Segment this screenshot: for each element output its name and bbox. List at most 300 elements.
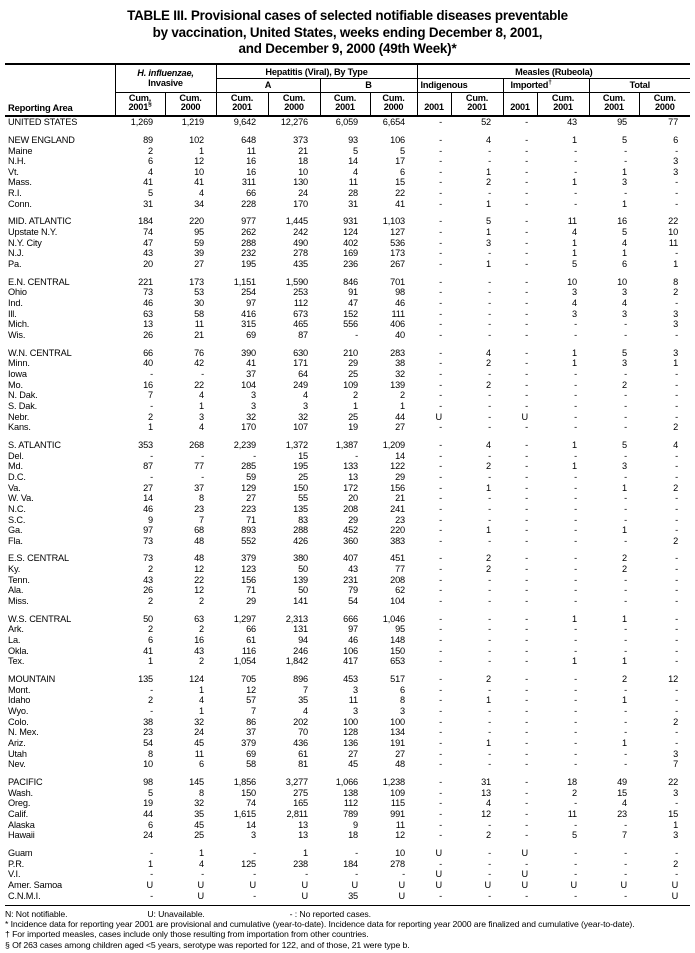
value-cell: -	[624, 890, 628, 901]
value-cell: -	[525, 635, 529, 646]
value-cell: -	[439, 276, 443, 287]
value-cell: 22	[194, 574, 205, 585]
value-cell: U	[301, 879, 309, 890]
value-cell: -	[525, 585, 529, 596]
value-cell: 789	[343, 808, 359, 819]
value-cell: 4	[673, 439, 679, 450]
value-cell: -	[439, 695, 443, 706]
value-cell: 267	[390, 259, 406, 270]
value-cell: 11	[668, 237, 679, 248]
value-cell: -	[253, 450, 257, 461]
reporting-area-cell: Del.	[8, 450, 24, 461]
value-cell: -	[439, 237, 443, 248]
value-cell: 315	[241, 319, 257, 330]
value-cell: -	[525, 808, 529, 819]
value-cell: -	[355, 330, 359, 340]
value-cell: 4	[353, 166, 359, 177]
value-cell: -	[439, 748, 443, 759]
value-cell: -	[439, 227, 443, 238]
value-cell: -	[675, 613, 679, 624]
value-cell: 150	[293, 482, 309, 493]
value-cell: -	[624, 450, 628, 461]
table-row	[5, 199, 690, 210]
value-cell: 2	[622, 379, 628, 390]
value-cell: 9	[148, 514, 153, 525]
value-cell: 42	[194, 358, 205, 369]
value-cell: 77	[395, 564, 406, 575]
value-cell: 3	[199, 411, 205, 422]
value-cell: 3	[400, 706, 406, 716]
value-cell: -	[525, 308, 529, 319]
value-cell: 1	[622, 482, 628, 493]
value-cell: 3	[572, 287, 578, 298]
value-cell: -	[574, 819, 578, 830]
value-cell: -	[525, 748, 529, 759]
group-spacer-row	[5, 209, 690, 216]
reporting-area-cell: R.I.	[8, 188, 22, 199]
value-cell: 15	[617, 787, 628, 798]
value-cell: 124	[189, 674, 205, 685]
value-cell: 16	[194, 635, 205, 646]
value-cell: 3	[353, 684, 359, 695]
value-cell: -	[624, 188, 628, 199]
value-cell: -	[624, 759, 628, 770]
value-cell: -	[439, 858, 443, 869]
value-cell: 86	[246, 716, 257, 727]
value-cell: 517	[390, 674, 406, 685]
value-cell: 1	[622, 198, 628, 209]
value-cell: 35	[298, 695, 309, 706]
value-cell: -	[675, 635, 679, 646]
value-cell: 2	[486, 830, 492, 841]
value-cell: 18	[298, 156, 309, 167]
value-cell: -	[488, 716, 492, 727]
value-cell: 1	[572, 177, 578, 188]
value-cell: 1,842	[285, 656, 309, 667]
reporting-area-header: Reporting Area	[5, 64, 115, 116]
value-cell: 6	[199, 759, 205, 770]
table-row	[5, 685, 690, 696]
reporting-area-cell: N.H.	[8, 156, 26, 167]
value-cell: 5	[148, 188, 153, 199]
value-cell: -	[488, 759, 492, 770]
value-cell: -	[439, 461, 443, 472]
value-cell: -	[574, 156, 578, 167]
value-cell: 170	[293, 198, 309, 209]
value-cell: 6	[673, 134, 679, 145]
value-cell: 50	[298, 585, 309, 596]
value-cell: -	[488, 493, 492, 504]
value-cell: 1	[199, 684, 205, 695]
reporting-area-cell: Pa.	[8, 259, 22, 270]
value-cell: 21	[395, 493, 406, 504]
value-cell: -	[488, 145, 492, 156]
value-cell: 19	[348, 422, 359, 433]
value-cell: 112	[293, 298, 309, 309]
reporting-area-cell: Amer. Samoa	[8, 879, 63, 890]
value-cell: -	[525, 503, 529, 514]
value-cell: 1	[303, 847, 309, 858]
table-row	[5, 869, 690, 880]
value-cell: 89	[143, 134, 153, 145]
footnotes	[5, 909, 690, 951]
value-cell: -	[624, 645, 628, 656]
table-row	[5, 330, 690, 341]
value-cell: -	[525, 514, 529, 525]
value-cell: 71	[246, 585, 257, 596]
value-cell: -	[439, 613, 443, 624]
value-cell: 46	[395, 298, 406, 309]
value-cell: 2	[673, 535, 679, 546]
value-cell: 74	[143, 227, 153, 238]
value-cell: -	[439, 358, 443, 369]
value-cell: U	[197, 879, 205, 890]
value-cell: 83	[298, 514, 309, 525]
value-cell: 12	[481, 808, 492, 819]
value-cell: 37	[246, 727, 257, 738]
value-cell: 95	[395, 624, 406, 635]
reporting-area-cell: N.C.	[8, 503, 26, 514]
value-cell: 4	[303, 390, 309, 401]
value-cell: 3	[251, 830, 257, 841]
value-cell: U	[435, 847, 443, 858]
value-cell: 3,277	[285, 776, 309, 787]
value-cell: 846	[343, 276, 359, 287]
value-cell: 2,811	[286, 808, 309, 819]
table-row	[5, 461, 690, 472]
value-cell: -	[525, 727, 529, 738]
value-cell: 53	[194, 287, 205, 298]
value-cell: 98	[143, 776, 153, 787]
value-cell: -	[574, 379, 578, 390]
value-cell: -	[439, 645, 443, 656]
value-cell: -	[574, 847, 578, 858]
value-cell: 11	[194, 748, 205, 759]
value-cell: 30	[194, 298, 205, 309]
value-cell: 195	[241, 259, 257, 270]
value-cell: 26	[143, 330, 153, 340]
table-row	[5, 596, 690, 607]
value-cell: -	[574, 798, 578, 809]
value-cell: -	[574, 390, 578, 401]
value-cell: -	[439, 553, 443, 564]
value-cell: 7	[199, 514, 205, 525]
value-cell: 1	[486, 525, 492, 536]
value-cell: 4	[486, 439, 492, 450]
group-spacer-row	[5, 433, 690, 440]
value-cell: 150	[241, 787, 257, 798]
value-cell: 1	[486, 198, 492, 209]
value-cell: 25	[348, 368, 359, 379]
value-cell: 5	[622, 227, 628, 238]
column-header: Cum. 2001	[216, 92, 268, 116]
value-cell: -	[488, 319, 492, 330]
value-cell: -	[525, 830, 529, 841]
value-cell: -	[439, 156, 443, 167]
value-cell: 1	[148, 656, 153, 667]
value-cell: 173	[189, 276, 205, 287]
table-row	[5, 777, 690, 788]
value-cell: 7	[251, 706, 257, 716]
value-cell: 2	[148, 695, 153, 706]
reporting-area-cell: N. Mex.	[8, 727, 39, 738]
value-cell: 10	[194, 166, 205, 177]
value-cell: -	[675, 706, 679, 716]
value-cell: 2	[673, 858, 679, 869]
value-cell: 64	[298, 368, 309, 379]
value-cell: 373	[293, 134, 309, 145]
value-cell: -	[439, 574, 443, 585]
value-cell: 653	[390, 656, 406, 667]
table-row	[5, 493, 690, 504]
value-cell: U	[197, 890, 205, 901]
value-cell: 5	[622, 439, 628, 450]
h-influenzae-italic-label: H. influenzae,	[137, 67, 194, 78]
reporting-area-cell: Minn.	[8, 358, 30, 369]
column-header: Cum. 2000	[165, 92, 216, 116]
value-cell: -	[439, 493, 443, 504]
table-row	[5, 788, 690, 799]
table-row	[5, 390, 690, 401]
value-cell: 77	[668, 117, 679, 128]
value-cell: 172	[343, 482, 359, 493]
invasive-label: Invasive	[148, 78, 183, 89]
imported-header: Imported†	[503, 79, 589, 92]
value-cell: 10	[143, 759, 153, 770]
value-cell: 5	[353, 145, 359, 156]
value-cell: U	[398, 890, 406, 901]
value-cell: -	[525, 145, 529, 156]
value-cell: 50	[298, 564, 309, 575]
value-cell: -	[675, 198, 679, 209]
value-cell: 4	[199, 695, 205, 706]
value-cell: 1	[486, 227, 492, 238]
value-cell: 66	[246, 188, 257, 199]
value-cell: 3	[303, 400, 309, 411]
value-cell: 1	[199, 145, 205, 156]
value-cell: -	[439, 684, 443, 695]
value-cell: -	[574, 624, 578, 635]
value-cell: 122	[390, 461, 406, 472]
value-cell: 4	[572, 227, 578, 238]
hepatitis-b-header: B	[320, 79, 417, 92]
value-cell: U	[398, 879, 406, 890]
value-cell: -	[439, 439, 443, 450]
value-cell: -	[525, 188, 529, 199]
value-cell: -	[525, 787, 529, 798]
value-cell: 46	[348, 635, 359, 646]
value-cell: 3	[673, 830, 679, 841]
value-cell: 2	[622, 564, 628, 575]
value-cell: 1	[673, 358, 679, 369]
value-cell: 536	[390, 237, 406, 248]
value-cell: 11	[567, 216, 578, 227]
footnote-section: § Of 263 cases among children aged <5 years, serotype was reported for 122, and of those, 21 were type b.	[5, 939, 410, 950]
column-header: Cum. 2000	[268, 92, 320, 116]
value-cell: -	[150, 450, 153, 461]
value-cell: 1	[199, 400, 205, 411]
value-cell: -	[675, 684, 679, 695]
value-cell: -	[574, 503, 578, 514]
value-cell: -	[525, 493, 529, 504]
value-cell: U	[351, 879, 359, 890]
value-cell: 3	[673, 166, 679, 177]
value-cell: 262	[241, 227, 257, 238]
value-cell: 35	[194, 808, 205, 819]
value-cell: -	[624, 535, 628, 546]
table-row	[5, 880, 690, 891]
value-cell: 115	[390, 798, 406, 809]
value-cell: -	[675, 553, 679, 564]
value-cell: -	[624, 869, 628, 880]
table-row	[5, 156, 690, 167]
value-cell: 12	[194, 564, 205, 575]
value-cell: 552	[241, 535, 257, 546]
table-row	[5, 706, 690, 717]
value-cell: -	[439, 379, 443, 390]
value-cell: 131	[293, 624, 309, 635]
value-cell: 38	[143, 716, 153, 727]
value-cell: 7	[673, 759, 679, 770]
value-cell: 13	[348, 471, 359, 482]
value-cell: -	[525, 535, 529, 546]
value-cell: -	[525, 198, 529, 209]
value-cell: 8	[400, 695, 406, 706]
value-cell: 68	[194, 525, 205, 536]
value-cell: -	[439, 727, 443, 738]
value-cell: 2	[486, 564, 492, 575]
value-cell: 71	[246, 514, 257, 525]
value-cell: -	[525, 482, 529, 493]
column-header: Cum. 2001	[451, 92, 503, 116]
value-cell: 8	[199, 787, 205, 798]
value-cell: -	[525, 645, 529, 656]
value-cell: 241	[390, 503, 406, 514]
value-cell: 48	[194, 535, 205, 546]
value-cell: -	[488, 400, 492, 411]
value-cell: -	[574, 422, 578, 433]
value-cell: 1	[400, 400, 406, 411]
value-cell: 139	[390, 379, 406, 390]
reporting-area-cell: PACIFIC	[8, 776, 43, 787]
reporting-area-cell: Iowa	[8, 368, 27, 379]
value-cell: 380	[293, 553, 309, 564]
value-cell: 130	[293, 177, 309, 188]
value-cell: 41	[246, 358, 257, 369]
value-cell: 221	[138, 276, 153, 287]
value-cell: 2	[673, 287, 679, 298]
value-cell: 21	[298, 145, 309, 156]
value-cell: 46	[143, 298, 153, 309]
column-header: Cum. 2001§	[115, 92, 165, 116]
value-cell: -	[574, 535, 578, 546]
value-cell: 79	[348, 585, 359, 596]
table-header	[5, 64, 690, 116]
value-cell: 16	[143, 379, 153, 390]
value-cell: 100	[390, 716, 406, 727]
value-cell: -	[574, 319, 578, 330]
value-cell: 4	[622, 798, 628, 809]
value-cell: -	[525, 798, 529, 809]
value-cell: -	[675, 177, 679, 188]
value-cell: 14	[395, 450, 406, 461]
value-cell: -	[488, 596, 492, 607]
value-cell: -	[439, 759, 443, 770]
value-cell: 50	[143, 613, 153, 624]
value-cell: -	[574, 706, 578, 716]
value-cell: -	[675, 624, 679, 635]
value-cell: -	[525, 716, 529, 727]
value-cell: 6	[400, 166, 406, 177]
value-cell: -	[439, 674, 443, 685]
value-cell: 2	[673, 716, 679, 727]
reporting-area-cell: Vt.	[8, 166, 19, 177]
value-cell: U	[671, 890, 679, 901]
value-cell: 12,276	[280, 117, 309, 128]
value-cell: 268	[189, 439, 205, 450]
value-cell: 133	[343, 461, 359, 472]
value-cell: 58	[246, 759, 257, 770]
reporting-area-cell: E.N. CENTRAL	[8, 276, 70, 287]
value-cell: -	[525, 319, 529, 330]
reporting-area-cell: E.S. CENTRAL	[8, 553, 69, 564]
table-row	[5, 146, 690, 157]
value-cell: 1,054	[233, 656, 257, 667]
legend-line	[5, 909, 690, 919]
value-cell: 24	[143, 830, 153, 841]
table-row	[5, 656, 690, 667]
value-cell: -	[488, 890, 492, 901]
value-cell: -	[402, 869, 406, 880]
reporting-area-cell: Kans.	[8, 422, 31, 433]
table-row	[5, 738, 690, 749]
value-cell: 31	[348, 198, 359, 209]
value-cell: 383	[390, 535, 406, 546]
value-cell: 8	[148, 748, 153, 759]
value-cell: 379	[241, 737, 257, 748]
value-cell: 152	[343, 308, 359, 319]
value-cell: 285	[241, 461, 257, 472]
column-header: 2001	[417, 92, 451, 116]
value-cell: 45	[194, 819, 205, 830]
value-cell: -	[525, 330, 529, 340]
hepatitis-group-header: Hepatitis (Viral), By Type	[216, 64, 417, 79]
value-cell: 31	[143, 198, 153, 209]
group-spacer-row	[5, 667, 690, 674]
value-cell: 893	[241, 525, 257, 536]
value-cell: -	[439, 319, 443, 330]
value-cell: 453	[343, 674, 359, 685]
value-cell: -	[439, 422, 443, 433]
value-cell: 156	[241, 574, 257, 585]
value-cell: -	[253, 890, 257, 901]
value-cell: 81	[298, 759, 309, 770]
value-cell: -	[525, 656, 529, 667]
value-cell: -	[525, 248, 529, 259]
value-cell: -	[624, 493, 628, 504]
value-cell: -	[574, 684, 578, 695]
table-title-line2: by vaccination, United States, weeks ending December 8, 2001,	[152, 24, 543, 40]
value-cell: -	[624, 368, 628, 379]
value-cell: 62	[395, 585, 406, 596]
h-influenzae-group-header	[115, 64, 216, 92]
reporting-area-cell: Nev.	[8, 759, 26, 770]
value-cell: 1	[486, 482, 492, 493]
value-cell: 1	[572, 134, 578, 145]
value-cell: 6	[148, 156, 153, 167]
value-cell: -	[488, 645, 492, 656]
value-cell: 416	[241, 308, 257, 319]
